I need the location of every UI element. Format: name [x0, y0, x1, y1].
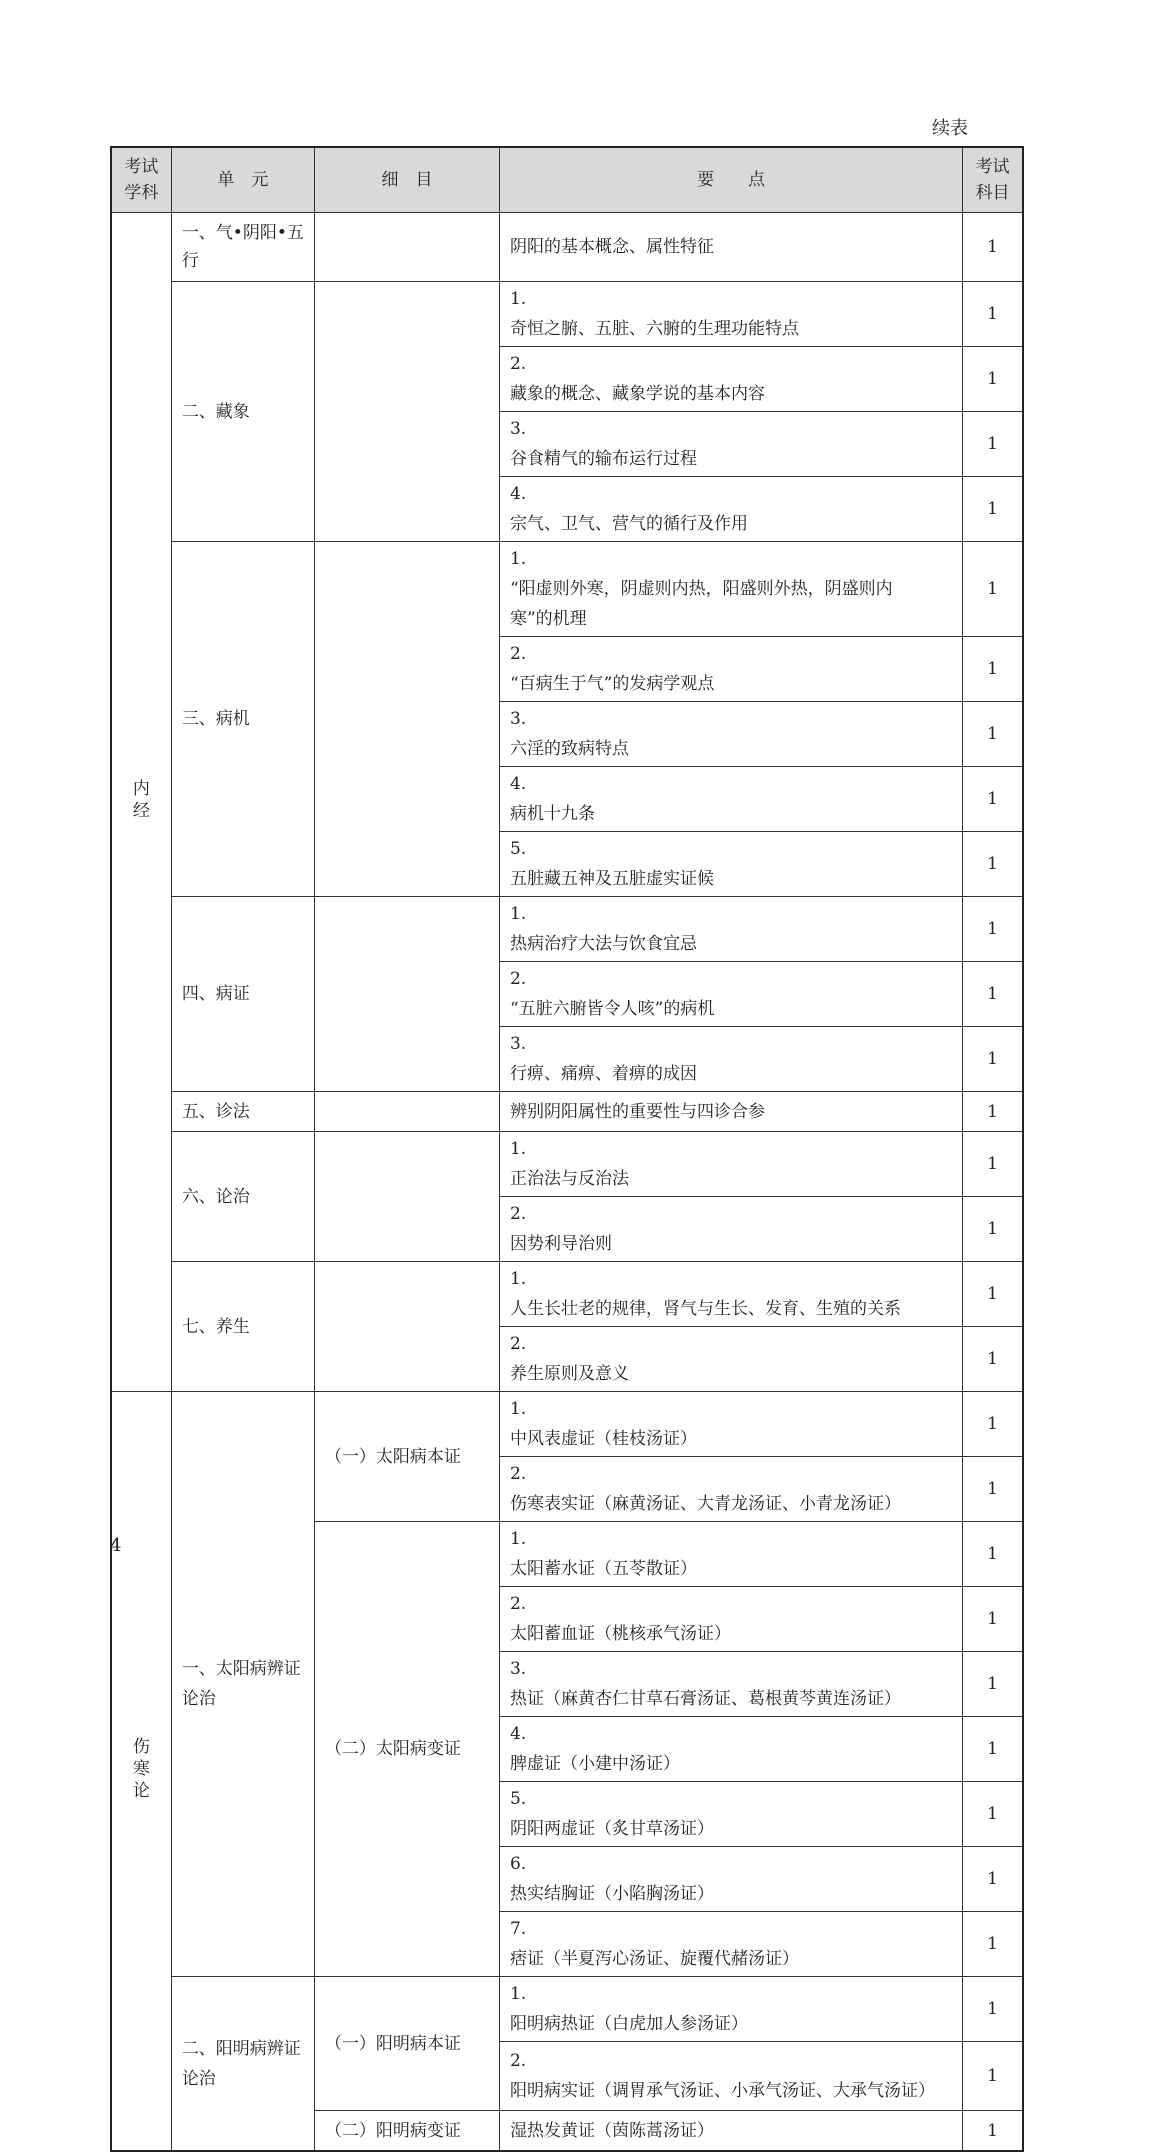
score-cell: 1 [963, 1782, 1023, 1847]
detail-cell [314, 897, 499, 1092]
point-cell: 5.阴阳两虚证（炙甘草汤证） [499, 1782, 962, 1847]
table-row [111, 1392, 1023, 1457]
header-exam: 考试科目 [963, 147, 1023, 213]
point-cell: 3.谷食精气的输布运行过程 [499, 412, 962, 477]
table-row [111, 1977, 1023, 2042]
table-row [111, 213, 1023, 282]
continuation-label: 续表 [932, 118, 968, 139]
detail-cell: （一）阳明病本证 [314, 1977, 499, 2111]
score-cell: 1 [963, 1652, 1023, 1717]
point-cell: 1.“阳虚则外寒，阴虚则内热，阳盛则外热，阴盛则内寒”的机理 [499, 542, 962, 637]
header-row [111, 147, 1023, 213]
table-row [111, 542, 1023, 637]
detail-cell [314, 1262, 499, 1392]
header-unit: 单 元 [171, 147, 314, 213]
score-cell: 1 [963, 1847, 1023, 1912]
score-cell: 1 [963, 897, 1023, 962]
score-cell: 1 [963, 1132, 1023, 1197]
point-cell: 2.“五脏六腑皆令人咳”的病机 [499, 962, 962, 1027]
point-cell: 1.奇恒之腑、五脏、六腑的生理功能特点 [499, 282, 962, 347]
point-cell: 2.养生原则及意义 [499, 1327, 962, 1392]
score-cell: 1 [963, 702, 1023, 767]
score-cell: 1 [963, 412, 1023, 477]
score-cell: 1 [963, 347, 1023, 412]
unit-cell: 二、藏象 [171, 282, 314, 542]
point-cell: 1.中风表虚证（桂枝汤证） [499, 1392, 962, 1457]
score-cell: 1 [963, 1457, 1023, 1522]
score-cell: 1 [963, 2042, 1023, 2111]
score-cell: 1 [963, 1912, 1023, 1977]
score-cell: 1 [963, 542, 1023, 637]
unit-cell: 二、阳明病辨证论治 [171, 1977, 314, 2152]
subject-cell: 伤寒论 [111, 1392, 171, 2152]
detail-cell [314, 213, 499, 282]
table-row [111, 1092, 1023, 1132]
point-cell: 3.六淫的致病特点 [499, 702, 962, 767]
score-cell: 1 [963, 767, 1023, 832]
table-row [111, 897, 1023, 962]
score-cell: 1 [963, 1977, 1023, 2042]
detail-cell [314, 282, 499, 542]
detail-cell [314, 542, 499, 897]
point-cell: 2.藏象的概念、藏象学说的基本内容 [499, 347, 962, 412]
header-points: 要 点 [499, 147, 962, 213]
score-cell: 1 [963, 832, 1023, 897]
score-cell: 1 [963, 1587, 1023, 1652]
score-cell: 1 [963, 1092, 1023, 1132]
header-subject: 考试学科 [111, 147, 171, 213]
unit-cell: 一、太阳病辨证论治 [171, 1392, 314, 1977]
score-cell: 1 [963, 1717, 1023, 1782]
score-cell: 1 [963, 1522, 1023, 1587]
score-cell: 1 [963, 637, 1023, 702]
table-row [111, 282, 1023, 347]
score-cell: 1 [963, 962, 1023, 1027]
point-cell: 2.因势利导治则 [499, 1197, 962, 1262]
score-cell: 1 [963, 2111, 1023, 2152]
table-row [111, 1132, 1023, 1197]
point-cell: 6.热实结胸证（小陷胸汤证） [499, 1847, 962, 1912]
point-cell: 阴阳的基本概念、属性特征 [499, 213, 962, 282]
point-cell: 2.阳明病实证（调胃承气汤证、小承气汤证、大承气汤证） [499, 2042, 962, 2111]
point-cell: 1.阳明病热证（白虎加人参汤证） [499, 1977, 962, 2042]
detail-cell [314, 1132, 499, 1262]
point-cell: 湿热发黄证（茵陈蒿汤证） [499, 2111, 962, 2152]
detail-cell: （二）太阳病变证 [314, 1522, 499, 1977]
point-cell: 5.五脏藏五神及五脏虚实证候 [499, 832, 962, 897]
point-cell: 7.痞证（半夏泻心汤证、旋覆代赭汤证） [499, 1912, 962, 1977]
point-cell: 2.伤寒表实证（麻黄汤证、大青龙汤证、小青龙汤证） [499, 1457, 962, 1522]
point-cell: 辨别阴阳属性的重要性与四诊合参 [499, 1092, 962, 1132]
detail-cell: （二）阳明病变证 [314, 2111, 499, 2152]
point-cell: 2.“百病生于气”的发病学观点 [499, 637, 962, 702]
point-cell: 4.宗气、卫气、营气的循行及作用 [499, 477, 962, 542]
score-cell: 1 [963, 213, 1023, 282]
unit-cell: 七、养生 [171, 1262, 314, 1392]
syllabus-table [110, 146, 1024, 2152]
point-cell: 1.正治法与反治法 [499, 1132, 962, 1197]
score-cell: 1 [963, 1327, 1023, 1392]
detail-cell: （一）太阳病本证 [314, 1392, 499, 1522]
score-cell: 1 [963, 1392, 1023, 1457]
score-cell: 1 [963, 1197, 1023, 1262]
point-cell: 4.病机十九条 [499, 767, 962, 832]
detail-cell [314, 1092, 499, 1132]
header-detail: 细 目 [314, 147, 499, 213]
table-row [111, 1262, 1023, 1327]
unit-cell: 三、病机 [171, 542, 314, 897]
page-number: 4 [110, 1535, 122, 1556]
unit-cell: 四、病证 [171, 897, 314, 1092]
score-cell: 1 [963, 1262, 1023, 1327]
unit-cell: 一、气•阴阳•五行 [171, 213, 314, 282]
score-cell: 1 [963, 477, 1023, 542]
score-cell: 1 [963, 282, 1023, 347]
point-cell: 2.太阳蓄血证（桃核承气汤证） [499, 1587, 962, 1652]
point-cell: 1.太阳蓄水证（五苓散证） [499, 1522, 962, 1587]
point-cell: 1.人生长壮老的规律，肾气与生长、发育、生殖的关系 [499, 1262, 962, 1327]
unit-cell: 五、诊法 [171, 1092, 314, 1132]
point-cell: 1.热病治疗大法与饮食宜忌 [499, 897, 962, 962]
subject-cell: 内经 [111, 213, 171, 1392]
score-cell: 1 [963, 1027, 1023, 1092]
point-cell: 3.热证（麻黄杏仁甘草石膏汤证、葛根黄芩黄连汤证） [499, 1652, 962, 1717]
point-cell: 4.脾虚证（小建中汤证） [499, 1717, 962, 1782]
unit-cell: 六、论治 [171, 1132, 314, 1262]
point-cell: 3.行痹、痛痹、着痹的成因 [499, 1027, 962, 1092]
